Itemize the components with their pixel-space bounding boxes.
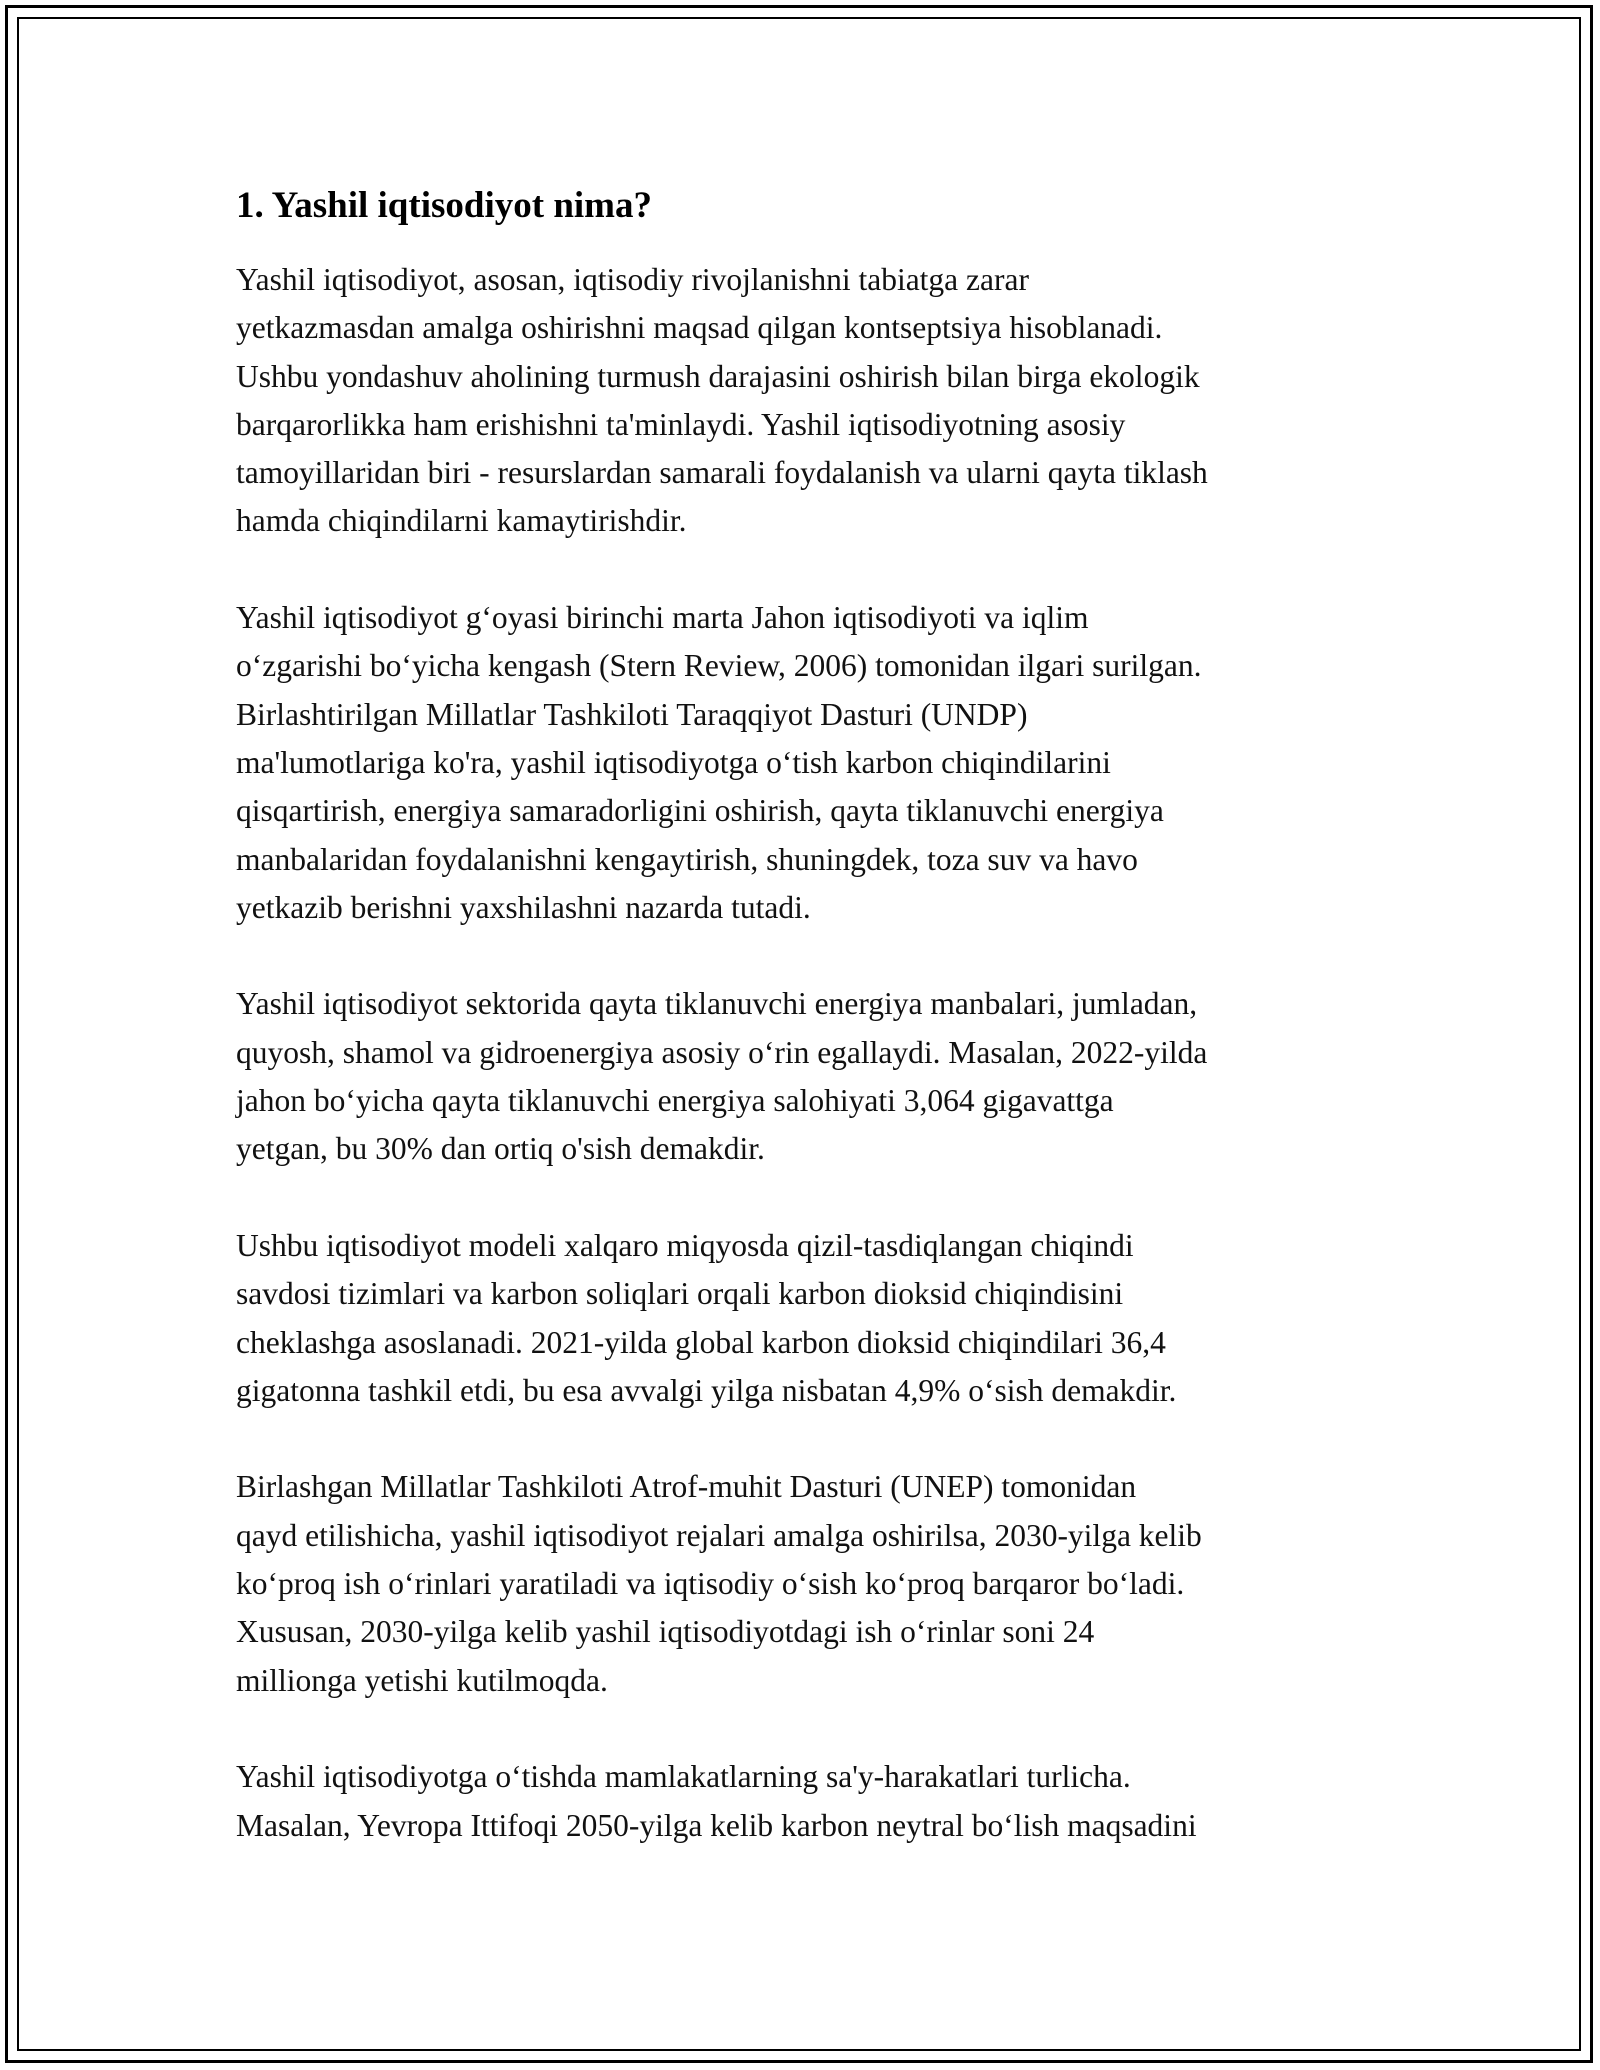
text-line: o‘zgarishi bo‘yicha kengash (Stern Review, 2006) tomonidan ilgari surilgan. (236, 648, 1202, 684)
text-line: tamoyillaridan biri - resurslardan samarali foydalanish va ularni qayta tiklash (236, 455, 1208, 491)
text-line: Yashil iqtisodiyotga o‘tishda mamlakatlarning sa'y-harakatlari turlicha. (236, 1759, 1131, 1795)
text-line: ko‘proq ish o‘rinlari yaratiladi va iqtisodiy o‘sish ko‘proq barqaror bo‘ladi. (236, 1566, 1185, 1602)
document-body (236, 182, 1416, 1898)
text-line: yetgan, bu 30% dan ortiq o'sish demakdir. (236, 1131, 765, 1167)
text-line: Xususan, 2030-yilga kelib yashil iqtisodiyotdagi ish o‘rinlar soni 24 (236, 1614, 1095, 1650)
text-line: hamda chiqindilarni kamaytirishdir. (236, 503, 687, 539)
text-line: qayd etilishicha, yashil iqtisodiyot rejalari amalga oshirilsa, 2030-yilga kelib (236, 1517, 1202, 1553)
text-line: yetkazib berishni yaxshilashni nazarda tutadi. (236, 889, 811, 925)
text-line: Masalan, Yevropa Ittifoqi 2050-yilga kelib karbon neytral bo‘lish maqsadini (236, 1807, 1197, 1843)
text-line: Yashil iqtisodiyot sektorida qayta tiklanuvchi energiya manbalari, jumladan, (236, 986, 1198, 1022)
text-line: qisqartirish, energiya samaradorligini oshirish, qayta tiklanuvchi energiya (236, 793, 1164, 829)
paragraph-5 (236, 1463, 1416, 1704)
paragraph-6 (236, 1753, 1416, 1850)
text-line: savdosi tizimlari va karbon soliqlari orqali karbon dioksid chiqindisini (236, 1276, 1124, 1312)
paragraph-3 (236, 980, 1416, 1173)
paragraph-4 (236, 1222, 1416, 1415)
text-line: ma'lumotlariga ko'ra, yashil iqtisodiyotga o‘tish karbon chiqindilarini (236, 744, 1111, 780)
text-line: gigatonna tashkil etdi, bu esa avvalgi yilga nisbatan 4,9% o‘sish demakdir. (236, 1372, 1177, 1408)
text-line: Ushbu yondashuv aholining turmush darajasini oshirish bilan birga ekologik (236, 358, 1200, 394)
text-line: cheklashga asoslanadi. 2021-yilda global karbon dioksid chiqindilari 36,4 (236, 1324, 1166, 1360)
text-line: quyosh, shamol va gidroenergiya asosiy o‘rin egallaydi. Masalan, 2022-yilda (236, 1034, 1208, 1070)
text-line: millionga yetishi kutilmoqda. (236, 1662, 608, 1698)
text-line: jahon bo‘yicha qayta tiklanuvchi energiya salohiyati 3,064 gigavattga (236, 1083, 1114, 1119)
text-line: Ushbu iqtisodiyot modeli xalqaro miqyosda qizil-tasdiqlangan chiqindi (236, 1227, 1134, 1263)
text-line: Birlashtirilgan Millatlar Tashkiloti Taraqqiyot Dasturi (UNDP) (236, 696, 1028, 732)
paragraph-2 (236, 594, 1416, 932)
section-heading: 1. Yashil iqtisodiyot nima? (236, 185, 652, 226)
text-line: barqarorlikka ham erishishni ta'minlaydi. Yashil iqtisodiyotning asosiy (236, 406, 1126, 442)
text-line: Yashil iqtisodiyot g‘oyasi birinchi marta Jahon iqtisodiyoti va iqlim (236, 600, 1089, 636)
text-line: Birlashgan Millatlar Tashkiloti Atrof-muhit Dasturi (UNEP) tomonidan (236, 1469, 1137, 1505)
text-line: manbalaridan foydalanishni kengaytirish, shuningdek, toza suv va havo (236, 841, 1138, 877)
text-line: yetkazmasdan amalga oshirishni maqsad qilgan kontseptsiya hisoblanadi. (236, 310, 1163, 346)
paragraph-1 (236, 256, 1416, 546)
text-line: Yashil iqtisodiyot, asosan, iqtisodiy rivojlanishni tabiatga zarar (236, 262, 1029, 297)
